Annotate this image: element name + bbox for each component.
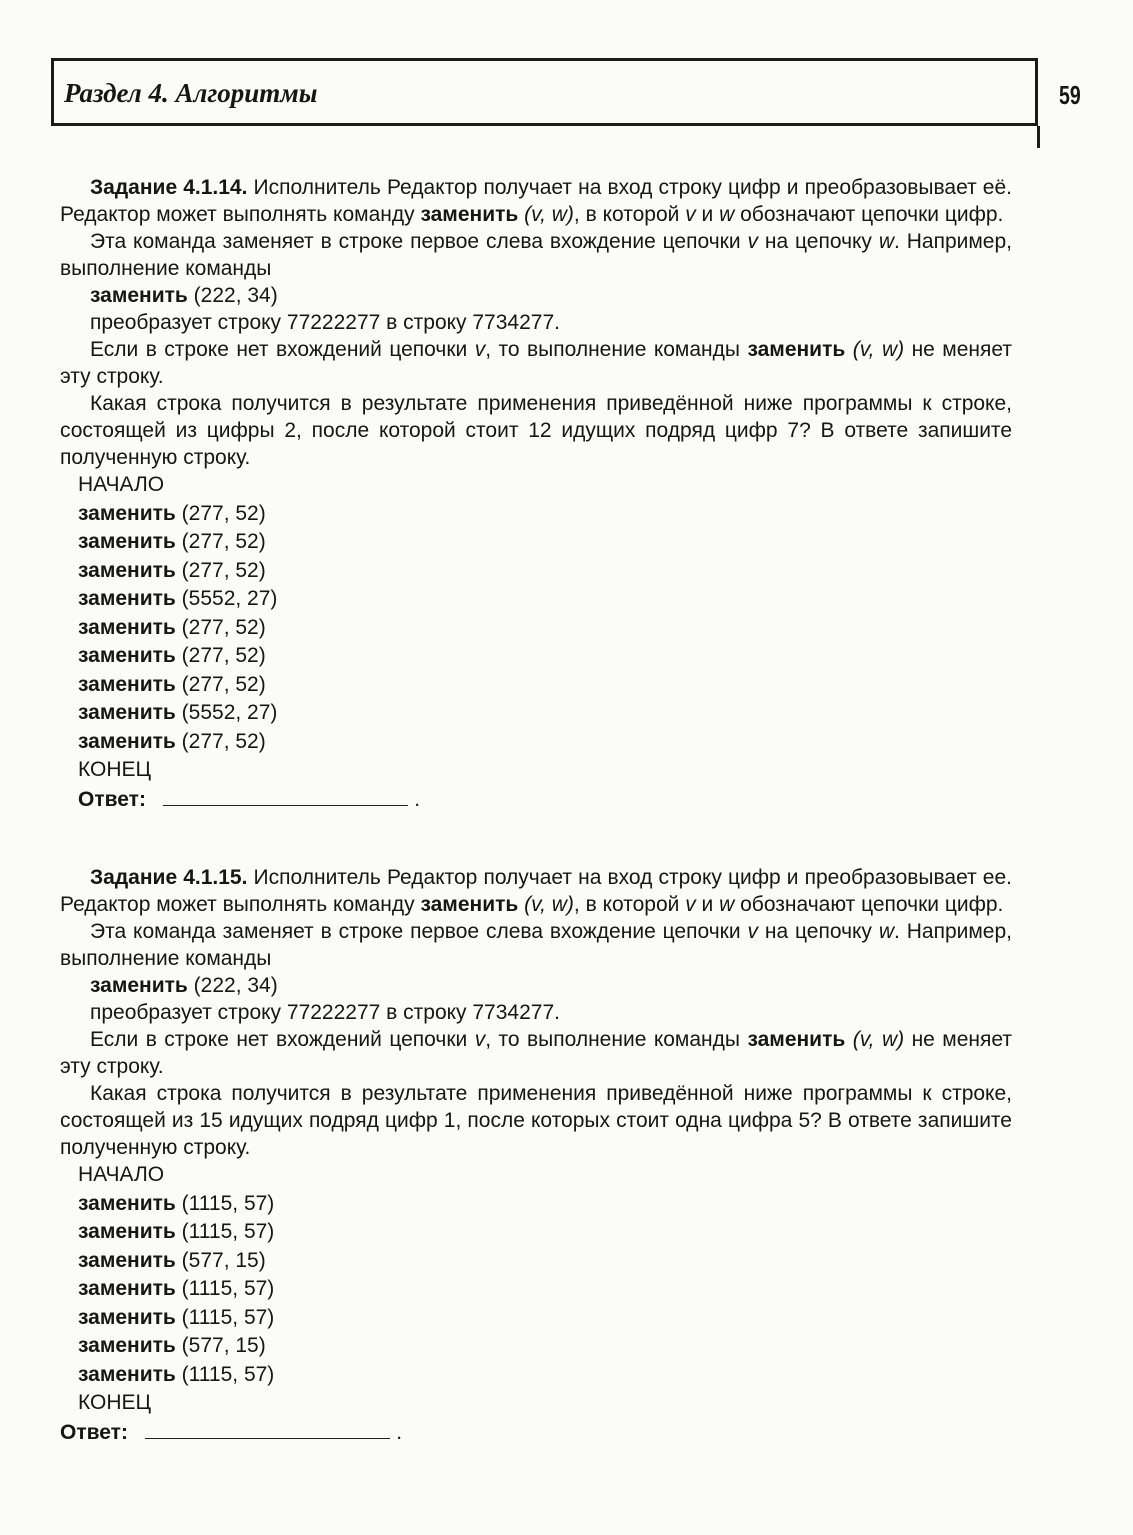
program-line: заменить (277, 52) xyxy=(78,729,266,753)
program-line: заменить (5552, 27) xyxy=(78,701,278,724)
program-line: заменить (277, 52) xyxy=(78,615,266,639)
task-rule: Эта команда заменяет в строке первое слева вхождение цепочки v на цепочку w. Например, выполнение команды xyxy=(60,920,1012,970)
program-line: заменить (577, 15) xyxy=(78,1248,266,1272)
task-label: Задание 4.1.15. xyxy=(90,866,248,889)
program-line: заменить (277, 52) xyxy=(78,558,266,582)
task-noop: Если в строке нет вхождений цепочки v, то выполнение команды заменить (v, w) не меняет эту строку. xyxy=(60,338,1012,388)
task-4-1-14 xyxy=(60,174,1012,813)
answer-row: Ответ: . xyxy=(60,1418,1012,1447)
program-line: заменить (5552, 27) xyxy=(78,587,278,610)
task-intro: Задание 4.1.14. Исполнитель Редактор получает на вход строку цифр и преобразовывает её. Редактор может выполнять команду заменить (v, w), в которой v и w обозначают цепочки цифр. xyxy=(60,176,1012,226)
header-divider xyxy=(1037,126,1040,148)
task-intro: Задание 4.1.15. Исполнитель Редактор получает на вход строку цифр и преобразовывает ее. Редактор может выполнять команду заменить (v, w), в которой v и w обозначают цепочки цифр. xyxy=(60,866,1012,916)
section-header xyxy=(51,58,1038,126)
answer-field[interactable] xyxy=(145,1418,390,1439)
task-rule: Эта команда заменяет в строке первое слева вхождение цепочки v на цепочку w. Например, выполнение команды xyxy=(60,230,1012,280)
program-listing xyxy=(60,471,1012,813)
task-question: Какая строка получится в результате применения приведённой ниже программы к строке, состоящей из цифры 2, после которой стоит 12 идущих подряд цифр 7? В ответе запишите полученную строку. xyxy=(60,392,1012,469)
answer-label: Ответ: xyxy=(78,787,146,811)
example-result: преобразует строку 77222277 в строку 7734277. xyxy=(90,311,560,334)
task-4-1-15 xyxy=(60,864,1012,1446)
example-command: заменить (222, 34) xyxy=(90,284,278,307)
program-line: заменить (277, 52) xyxy=(78,672,266,696)
program-line: заменить (1115, 57) xyxy=(78,1362,275,1386)
answer-label: Ответ: xyxy=(60,1420,128,1444)
program-begin: НАЧАЛО xyxy=(78,1163,165,1186)
program-begin: НАЧАЛО xyxy=(78,473,165,496)
program-end: КОНЕЦ xyxy=(78,1391,152,1414)
program-line: заменить (1115, 57) xyxy=(78,1277,275,1300)
program-line: заменить (1115, 57) xyxy=(78,1305,275,1329)
program-line: заменить (277, 52) xyxy=(78,644,266,667)
program-line: заменить (1115, 57) xyxy=(78,1191,275,1215)
program-line: заменить (1115, 57) xyxy=(78,1220,275,1243)
section-title: Раздел 4. Алгоритмы xyxy=(64,78,318,108)
answer-row: Ответ: . xyxy=(78,785,1012,814)
task-question: Какая строка получится в результате применения приведённой ниже программы к строке, состоящей из 15 идущих подряд цифр 1, после которых стоит одна цифра 5? В ответе запишите полученную строку. xyxy=(60,1082,1012,1159)
program-line: заменить (277, 52) xyxy=(78,501,266,525)
program-end: КОНЕЦ xyxy=(78,758,152,781)
program-line: заменить (277, 52) xyxy=(78,530,266,553)
task-label: Задание 4.1.14. xyxy=(90,176,248,199)
example-command: заменить (222, 34) xyxy=(90,974,278,997)
program-line: заменить (577, 15) xyxy=(78,1334,266,1357)
example-result: преобразует строку 77222277 в строку 7734277. xyxy=(90,1001,560,1024)
task-noop: Если в строке нет вхождений цепочки v, то выполнение команды заменить (v, w) не меняет эту строку. xyxy=(60,1028,1012,1078)
program-listing xyxy=(60,1161,1012,1418)
page-number: 59 xyxy=(1059,80,1081,110)
answer-field[interactable] xyxy=(163,785,408,806)
